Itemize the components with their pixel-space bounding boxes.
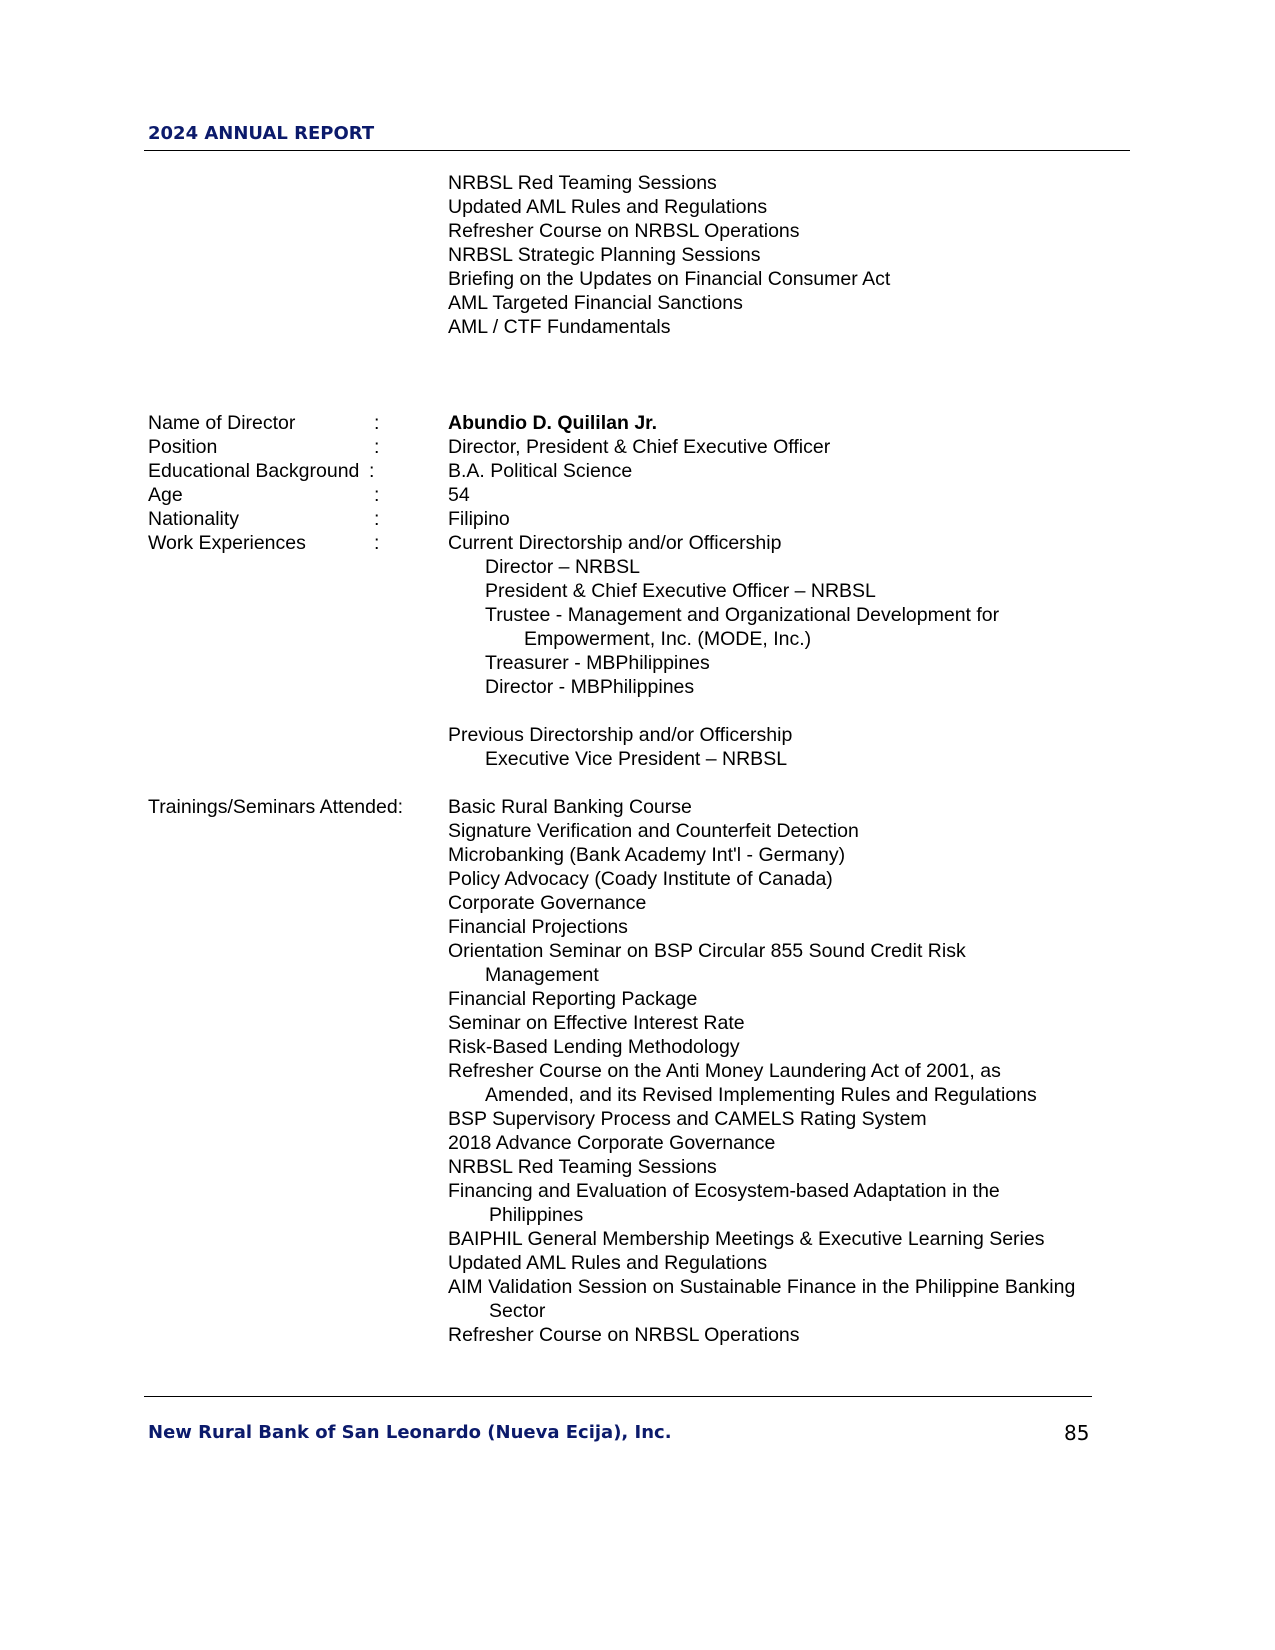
label-colon: : — [374, 508, 380, 530]
current-role: Director - MBPhilippines — [485, 676, 695, 698]
carryover-training-item: Refresher Course on NRBSL Operations — [448, 220, 800, 242]
training-item: Corporate Governance — [448, 892, 647, 914]
director-education: B.A. Political Science — [448, 460, 633, 482]
current-role: Treasurer - MBPhilippines — [485, 652, 710, 674]
report-title: 2024 ANNUAL REPORT — [148, 123, 375, 144]
training-item-continued: Amended, and its Revised Implementing Rules and Regulations — [485, 1084, 1037, 1106]
current-role: Trustee - Management and Organizational Development for — [485, 604, 1000, 626]
carryover-training-item: NRBSL Red Teaming Sessions — [448, 172, 717, 194]
training-item: AIM Validation Session on Sustainable Finance in the Philippine Banking — [448, 1276, 1076, 1298]
training-item: Basic Rural Banking Course — [448, 796, 692, 818]
header-rule — [144, 150, 1130, 151]
label-name: Name of Director — [148, 412, 296, 434]
current-heading: Current Directorship and/or Officership — [448, 532, 782, 554]
carryover-training-item: AML / CTF Fundamentals — [448, 316, 671, 338]
training-item: Refresher Course on NRBSL Operations — [448, 1324, 800, 1346]
footer-rule — [144, 1396, 1092, 1397]
label-trainings: Trainings/Seminars Attended: — [148, 796, 404, 818]
label-nationality: Nationality — [148, 508, 240, 530]
training-item: Financial Projections — [448, 916, 628, 938]
director-position: Director, President & Chief Executive Officer — [448, 436, 831, 458]
label-colon: : — [369, 460, 375, 482]
carryover-training-item: AML Targeted Financial Sanctions — [448, 292, 743, 314]
training-item: Risk-Based Lending Methodology — [448, 1036, 740, 1058]
training-item: Refresher Course on the Anti Money Laundering Act of 2001, as — [448, 1060, 1001, 1082]
label-colon: : — [374, 412, 380, 434]
current-role: President & Chief Executive Officer – NRBSL — [485, 580, 876, 602]
training-item: BAIPHIL General Membership Meetings & Executive Learning Series — [448, 1228, 1045, 1250]
label-age: Age — [148, 484, 183, 506]
current-role-continued: Empowerment, Inc. (MODE, Inc.) — [524, 628, 812, 650]
training-item: BSP Supervisory Process and CAMELS Rating System — [448, 1108, 927, 1130]
training-item: Microbanking (Bank Academy Int'l - Germany) — [448, 844, 846, 866]
training-item-continued: Management — [485, 964, 599, 986]
label-education: Educational Background — [148, 460, 360, 482]
training-item-continued: Sector — [489, 1300, 546, 1322]
previous-role: Executive Vice President – NRBSL — [485, 748, 788, 770]
training-item: Orientation Seminar on BSP Circular 855 Sound Credit Risk — [448, 940, 966, 962]
training-item: Policy Advocacy (Coady Institute of Canada) — [448, 868, 833, 890]
label-colon: : — [374, 484, 380, 506]
current-role: Director – NRBSL — [485, 556, 640, 578]
previous-heading: Previous Directorship and/or Officership — [448, 724, 793, 746]
label-work: Work Experiences — [148, 532, 306, 554]
director-nationality: Filipino — [448, 508, 510, 530]
training-item: Signature Verification and Counterfeit Detection — [448, 820, 859, 842]
page-number: 85 — [1064, 1421, 1090, 1445]
training-item: Updated AML Rules and Regulations — [448, 1252, 768, 1274]
training-item-continued: Philippines — [489, 1204, 584, 1226]
training-item: Financing and Evaluation of Ecosystem-based Adaptation in the — [448, 1180, 1000, 1202]
label-colon: : — [374, 532, 380, 554]
director-age: 54 — [448, 484, 470, 506]
label-colon: : — [374, 436, 380, 458]
training-item: 2018 Advance Corporate Governance — [448, 1132, 776, 1154]
carryover-training-item: Briefing on the Updates on Financial Consumer Act — [448, 268, 891, 290]
director-name: Abundio D. Quililan Jr. — [448, 412, 658, 434]
carryover-training-item: NRBSL Strategic Planning Sessions — [448, 244, 761, 266]
training-item: Financial Reporting Package — [448, 988, 698, 1010]
carryover-training-item: Updated AML Rules and Regulations — [448, 196, 768, 218]
footer-bank-name: New Rural Bank of San Leonardo (Nueva Ecija), Inc. — [148, 1422, 672, 1443]
training-item: NRBSL Red Teaming Sessions — [448, 1156, 717, 1178]
label-position: Position — [148, 436, 218, 458]
training-item: Seminar on Effective Interest Rate — [448, 1012, 745, 1034]
